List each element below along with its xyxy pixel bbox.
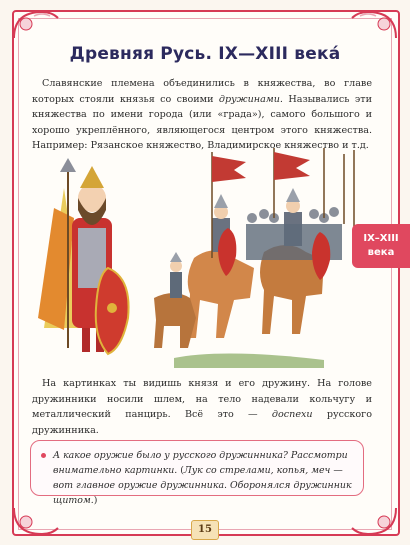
intro-italic-term: дружинами [218,93,280,105]
intro-paragraph [32,76,372,154]
corner-ornament-bottom-left [12,506,76,536]
answer-open-paren: ( [177,465,184,476]
period-tab-line-2: века [367,247,395,258]
question-box [30,440,364,506]
answer-close-paren: ) [93,495,98,506]
bullet-icon [41,453,46,458]
caption-paragraph [32,376,372,438]
corner-ornament-bottom-right [334,506,398,536]
caption-italic-term: доспехи [271,409,313,421]
druzhina-figures [154,148,354,368]
page-number: 15 [191,520,219,540]
intro-text-1: Славянские племена объединились в княжества, во главе которых стояли князья со своими [32,78,372,105]
intro-text-2: . Назывались эти княжества по имени города (или «града»), самого большого и хорошо укреплённого, являющегося центром этого княжества. Например: Рязанское княжество, Владимирское княжество и т.д. [32,93,372,152]
corner-ornament-top-right [334,10,398,40]
answer-text: Лук со стрелами, копья, меч — вот главное оружие дружинника. Оборонялся дружинник щитом. [53,465,352,506]
prince-and-druzhina-illustration [24,148,364,378]
period-tab [352,224,410,268]
corner-ornament-top-left [12,10,76,40]
period-tab-line-1: IX–XIII [363,233,399,244]
question-text: А какое оружие было у русского дружинника? Рассмотри внимательно картинки. [53,450,348,476]
page-title: Древняя Русь. IX—XIII века́ [69,44,341,64]
caption-text-2: русского дружинника. [32,409,372,436]
caption-text-1: На картинках ты видишь князя и его дружину. На голове дружинники носили шлем, на тело надевали кольчугу и металлический панцирь. Всё это — [32,378,372,421]
prince-figure [38,158,129,354]
